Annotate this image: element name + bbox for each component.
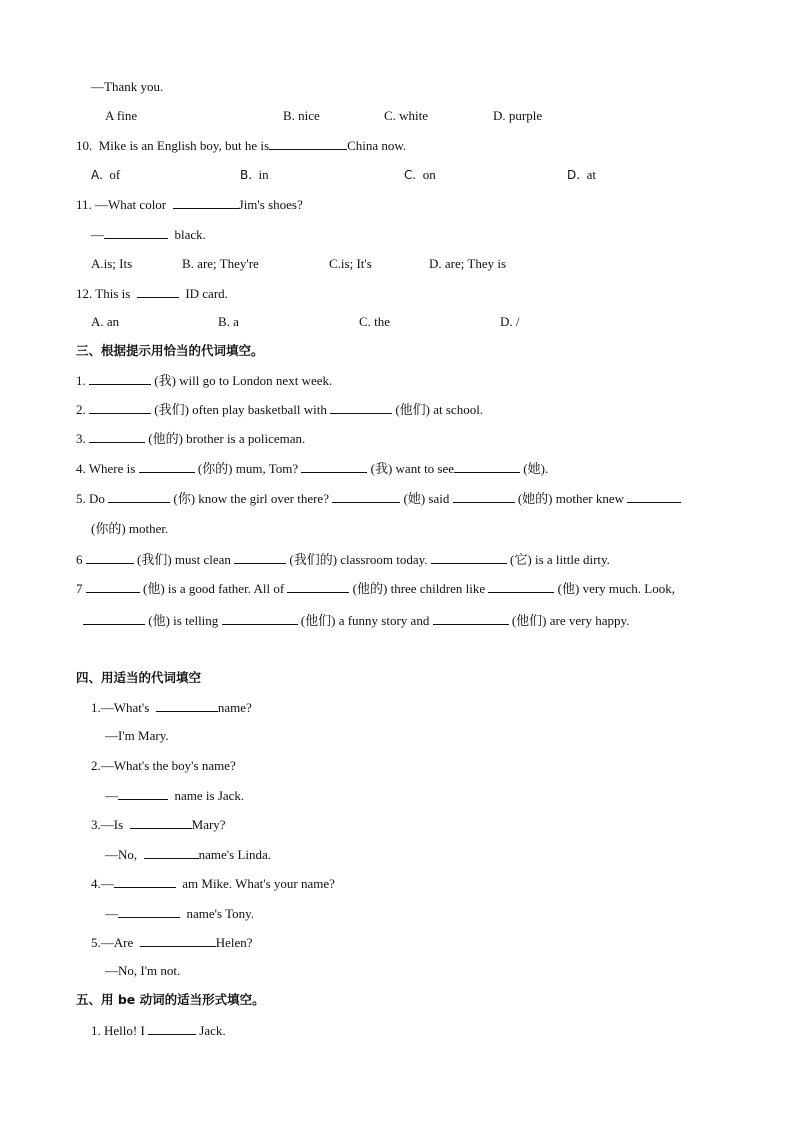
s3-blank[interactable] [287, 580, 349, 593]
q12-option-a[interactable]: A. an [91, 314, 120, 329]
q12-blank[interactable] [137, 285, 179, 298]
section4-heading: 四、用适当的代词填空 [76, 670, 202, 685]
section5-heading: 五、用 be 动词的适当形式填空。 [76, 992, 265, 1007]
s3-blank[interactable] [234, 551, 286, 564]
q11-option-a[interactable]: A.is; Its [91, 256, 133, 271]
q10-option-a[interactable]: A. of [91, 167, 121, 182]
s3-line-5: 5. Do (你) know the girl over there? (她) said (她的) mother knew [76, 490, 681, 507]
q12-stem: 12. This is ID card. [76, 286, 228, 301]
s5-q1: 1. Hello! I Jack. [91, 1023, 226, 1038]
q9-option-a[interactable]: A fine [105, 108, 138, 123]
s3-line-7b: (他) is telling (他们) a funny story and (他们) are very happy. [83, 612, 629, 629]
s3-blank[interactable] [301, 460, 367, 473]
s3-blank[interactable] [86, 551, 134, 564]
s3-blank[interactable] [86, 580, 140, 593]
q11-reply: — black. [91, 227, 206, 242]
s4-blank[interactable] [114, 875, 176, 888]
q10-stem: 10. Mike is an English boy, but he is China now. [76, 138, 407, 153]
q11-blank-1[interactable] [173, 196, 239, 209]
s3-line-6: 6 (我们) must clean (我们的) classroom today. (它) is a little dirty. [76, 552, 610, 567]
s3-blank[interactable] [332, 490, 400, 503]
s4-q4-line2: — name's Tony. [105, 906, 255, 921]
s3-blank[interactable] [488, 580, 554, 593]
q9-reply: —Thank you. [91, 79, 164, 94]
s4-q3-line1: 3.—Is Mary? [91, 817, 226, 832]
q12-option-b[interactable]: B. a [218, 314, 239, 329]
s4-q4-line1: 4.— am Mike. What's your name? [91, 876, 335, 891]
s4-q2-line1: 2.—What's the boy's name? [91, 758, 236, 773]
s4-blank[interactable] [156, 699, 218, 712]
q10-option-c[interactable]: C. on [404, 167, 436, 182]
s3-line-1: 1. (我) will go to London next week. [76, 373, 333, 388]
s3-blank[interactable] [89, 372, 151, 385]
s4-blank[interactable] [144, 846, 199, 859]
s3-line-4: 4. Where is (你的) mum, Tom? (我) want to see (她). [76, 461, 549, 476]
s4-q5-line2: —No, I'm not. [105, 963, 181, 978]
s4-q3-line2: —No, name's Linda. [105, 847, 272, 862]
s3-blank[interactable] [433, 612, 509, 625]
s3-blank[interactable] [454, 460, 520, 473]
q11-option-b[interactable]: B. are; They're [182, 256, 259, 271]
s3-blank[interactable] [108, 490, 170, 503]
s3-blank[interactable] [222, 612, 298, 625]
q10-option-d[interactable]: D. at [567, 167, 596, 182]
section3-heading: 三、根据提示用恰当的代词填空。 [76, 343, 264, 358]
s3-line-5b: (你的) mother. [91, 521, 169, 536]
s4-q5-line1: 5.—Are Helen? [91, 935, 253, 950]
q9-option-c[interactable]: C. white [384, 108, 429, 123]
q11-option-d[interactable]: D. are; They is [429, 256, 507, 271]
q9-option-d[interactable]: D. purple [493, 108, 543, 123]
s3-blank[interactable] [83, 612, 145, 625]
q11-option-c[interactable]: C.is; It's [329, 256, 372, 271]
q12-option-d[interactable]: D. / [500, 314, 520, 329]
s3-blank[interactable] [431, 551, 507, 564]
s4-q1-line1: 1.—What's name? [91, 700, 252, 715]
s3-blank[interactable] [453, 490, 515, 503]
s3-line-2: 2. (我们) often play basketball with (他们) at school. [76, 402, 484, 417]
s3-line-3: 3. (他的) brother is a policeman. [76, 431, 306, 446]
s4-q1-line2: —I'm Mary. [105, 728, 169, 743]
s4-blank[interactable] [118, 905, 180, 918]
s4-blank[interactable] [140, 934, 216, 947]
s3-line-7: 7 (他) is a good father. All of (他的) three children like (他) very much. Look, [76, 581, 675, 596]
q10-option-b[interactable]: B. in [240, 167, 269, 182]
s3-blank[interactable] [627, 490, 681, 503]
s3-blank[interactable] [89, 430, 145, 443]
q11-stem: 11. —What color Jim's shoes? [76, 197, 303, 212]
s4-blank[interactable] [130, 816, 192, 829]
q12-option-c[interactable]: C. the [359, 314, 391, 329]
s3-blank[interactable] [330, 401, 392, 414]
s5-blank[interactable] [148, 1022, 196, 1035]
s4-q2-line2: — name is Jack. [105, 788, 245, 803]
s3-blank[interactable] [139, 460, 195, 473]
s4-blank[interactable] [118, 787, 168, 800]
q9-option-b[interactable]: B. nice [283, 108, 320, 123]
q11-blank-2[interactable] [104, 226, 168, 239]
s3-blank[interactable] [89, 401, 151, 414]
q10-blank[interactable] [269, 137, 347, 150]
